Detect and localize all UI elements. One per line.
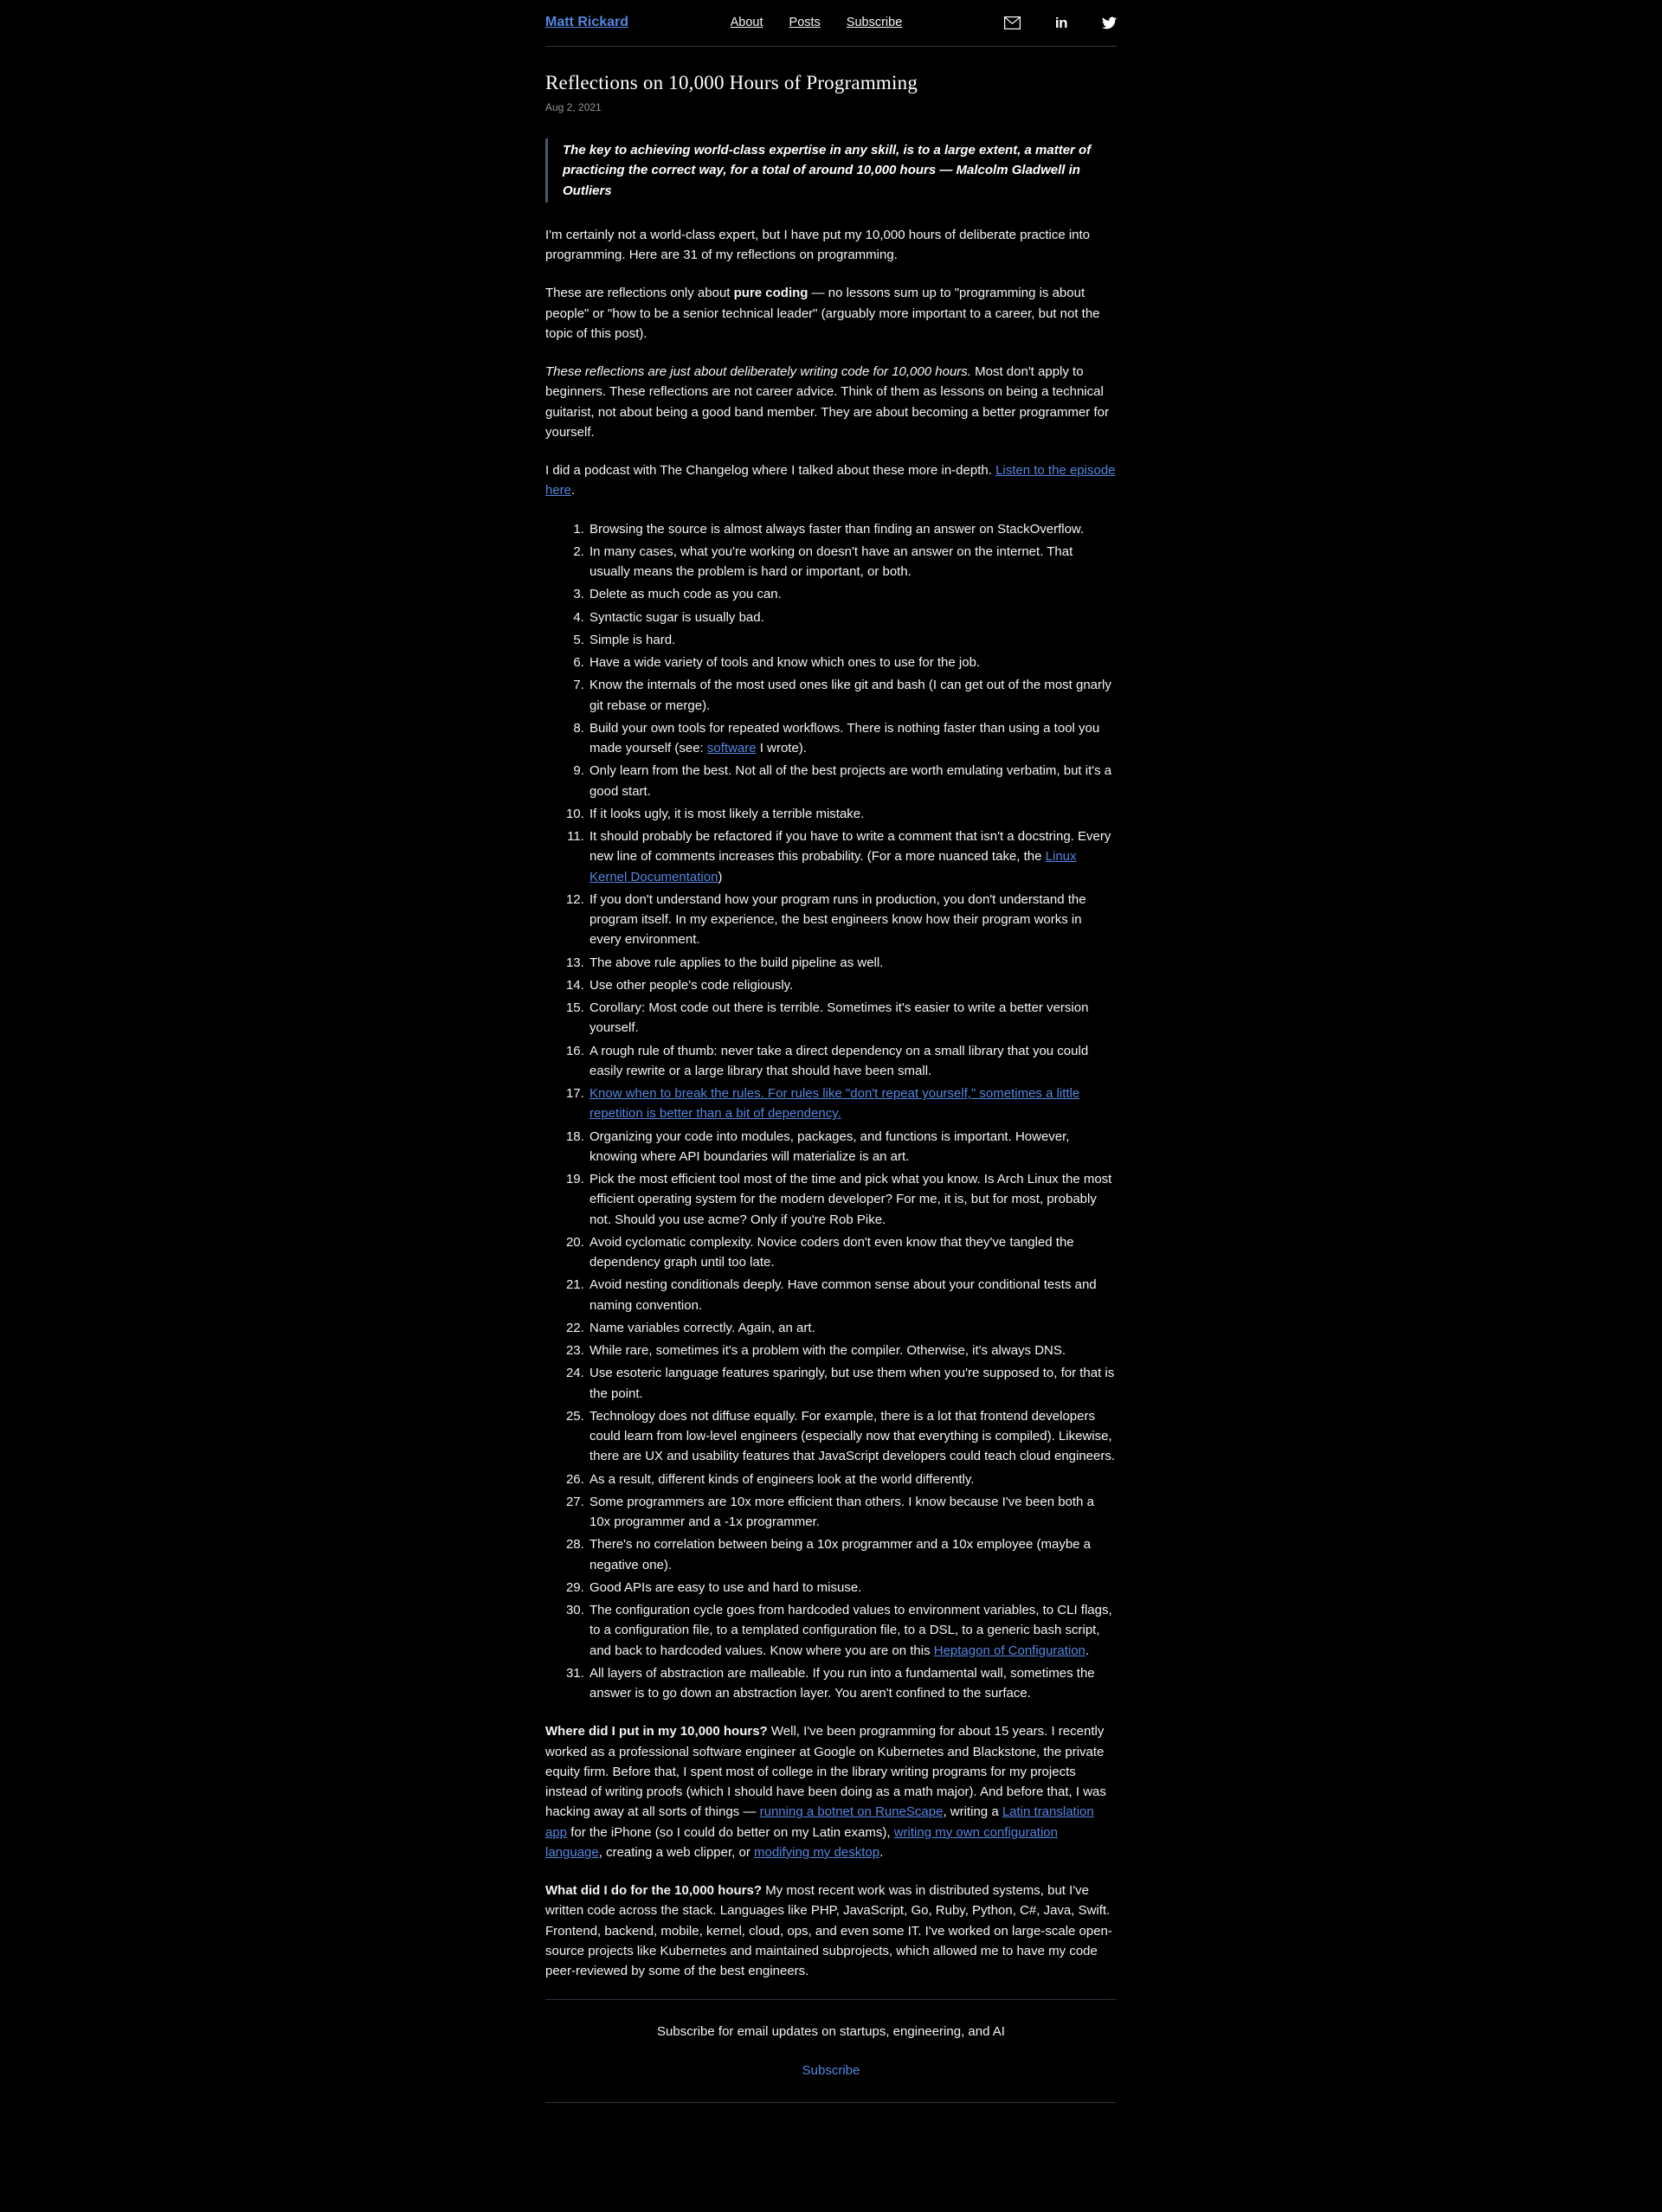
list-item [588, 1232, 1117, 1273]
text-run: Have a wide variety of tools and know which ones to use for the job. [589, 655, 981, 671]
list-item [588, 1492, 1117, 1533]
site-header [545, 12, 1117, 34]
list-item [588, 1275, 1117, 1315]
list-item [588, 804, 1117, 824]
bold-text: What did I do for the 10,000 hours? [545, 1883, 763, 1899]
text-run: , creating a web clipper, or [598, 1844, 754, 1860]
text-run: Know the internals of the most used ones like git and bash (I can get out of the most gnarly git rebase or merge). [589, 678, 1111, 713]
text-run: The configuration cycle goes from hardcoded values to environment variables, to CLI flags, to a configuration file, to a templated configuration file, to a DSL, to a generic bash script, and back to hardcoded values. Know where you are on this [589, 1603, 1112, 1658]
text-run: My most recent work was in distributed systems, but I've written code across the stack. Languages like PHP, JavaScript, Go, Ruby, Python, C#, Java, Swift. Frontend, backend, mobile, kernel, cloud, ops, and even some IT. I've worked on large-scale open-source projects like Kubernetes and maintained subprojects, which allowed me to have my code peer-reviewed by some of the best engineers. [545, 1883, 1112, 1979]
inline-link[interactable]: Know when to break the rules. For rules like "don't repeat yourself," sometimes a little repetition is better than a bit of dependency. [589, 1086, 1080, 1122]
list-item [588, 1534, 1117, 1575]
inline-link[interactable]: running a botnet on RuneScape [759, 1804, 944, 1820]
subscribe-link[interactable]: Subscribe [802, 2062, 860, 2078]
footer-divider-top [545, 1999, 1117, 2000]
text-run: Pick the most efficient tool most of the time and pick what you know. Is Arch Linux the most efficient operating system for the modern developer? For me, it is, but for most, probably not. Should you use acme? Only if you're Rob Pike. [589, 1172, 1112, 1227]
list-item [588, 1469, 1117, 1489]
list-item [588, 630, 1117, 650]
text-run: While rare, sometimes it's a problem with the compiler. Otherwise, it's always DNS. [589, 1343, 1066, 1359]
list-item [588, 718, 1117, 759]
text-run: If you don't understand how your program runs in production, you don't understand the program itself. In my experience, the best engineers know how their program works in every environment. [589, 891, 1086, 948]
text-run: A rough rule of thumb: never take a direct dependency on a small library that you could easily rewrite or a large library that should have been small. [589, 1043, 1089, 1078]
email-icon[interactable] [1004, 16, 1021, 29]
list-item [588, 953, 1117, 973]
list-item [588, 1406, 1117, 1467]
text-run: . [879, 1844, 884, 1860]
list-item [588, 1341, 1117, 1360]
text-run: Only learn from the best. Not all of the best projects are worth emulating verbatim, but it's a good start. [589, 763, 1112, 799]
list-item [588, 1663, 1117, 1704]
text-run: Simple is hard. [589, 632, 676, 647]
text-run: Build your own tools for repeated workflows. There is nothing faster than using a tool you made yourself (see: [589, 720, 1100, 756]
bold-text: pure coding [733, 286, 808, 301]
text-run: , writing a [943, 1804, 1002, 1820]
paragraph [545, 225, 1117, 266]
paragraph [545, 1721, 1117, 1862]
list-item [588, 826, 1117, 887]
list-item [588, 653, 1117, 672]
text-run: . [1085, 1643, 1090, 1658]
list-item [588, 975, 1117, 995]
subscribe-blurb: Subscribe for email updates on startups, engineering, and AI [657, 2024, 1005, 2040]
text-run: Browsing the source is almost always faster than finding an answer on StackOverflow. [589, 521, 1085, 537]
subscribe-row [545, 2061, 1117, 2080]
text-run: Corollary: Most code out there is terrible. Sometimes it's easier to write a better version yourself. [589, 1000, 1089, 1036]
text-run: I wrote). [756, 741, 807, 756]
text-run: Delete as much code as you can. [589, 587, 782, 602]
list-item [588, 542, 1117, 582]
paragraph [545, 362, 1117, 442]
paragraph [545, 460, 1117, 501]
list-item [588, 1127, 1117, 1167]
text-run: for the iPhone (so I could do better on my Latin exams), [567, 1824, 894, 1840]
text-run: Well, I've been programming for about 15 years. I recently worked as a professional software engineer at Google on Kubernetes and Blackstone, the private equity firm. Before that, I spent most of college in the library writing programs for my projects instead of writing proofs (which I should have been doing as a math major). And before that, I was hacking away at all sorts of things — [545, 1724, 1106, 1820]
text-run: All layers of abstraction are malleable. If you run into a fundamental wall, sometimes the answer is to go down an abstraction layer. You aren't confined to the surface. [589, 1665, 1095, 1701]
list-item [588, 1363, 1117, 1404]
text-run: Organizing your code into modules, packages, and functions is important. However, knowing where API boundaries will materialize is an art. [589, 1129, 1070, 1164]
text-run: ) [718, 869, 723, 884]
paragraph [545, 283, 1117, 344]
inline-link[interactable]: writing my own configuration language [545, 1824, 1058, 1860]
list-item [588, 608, 1117, 627]
list-item [588, 761, 1117, 801]
linkedin-icon[interactable]: in [1054, 14, 1067, 31]
text-run: . [571, 483, 576, 498]
list-item [588, 1600, 1117, 1661]
text-run: Avoid cyclomatic complexity. Novice coders don't even know that they've tangled the dependency graph until too late. [589, 1234, 1074, 1270]
nav-item-subscribe[interactable]: Subscribe [846, 16, 903, 30]
text-run: — no lessons sum up to "programming is about people" or "how to be a senior technical leader" (arguably more important to a career, but not the topic of this post). [545, 286, 1100, 341]
bold-text: Where did I put in my 10,000 hours? [545, 1724, 768, 1739]
site-footer [545, 1999, 1117, 2111]
list-item [588, 675, 1117, 716]
page-title: Reflections on 10,000 Hours of Programming [545, 71, 918, 93]
list-item [588, 1083, 1117, 1124]
list-item [588, 584, 1117, 604]
text-run: These are reflections only about [545, 286, 734, 301]
page-container [545, 0, 1117, 2111]
reflections-list [545, 519, 1117, 1704]
text-run: Name variables correctly. Again, an art. [589, 1320, 815, 1335]
social-icons [1004, 16, 1117, 30]
nav-item-posts[interactable]: Posts [789, 16, 821, 30]
text-run: I'm certainly not a world-class expert, but I have put my 10,000 hours of deliberate practice into programming. Here are 31 of my reflections on programming. [545, 227, 1091, 263]
list-item [588, 998, 1117, 1038]
text-run: As a result, different kinds of engineers look at the world differently. [589, 1471, 975, 1487]
paragraph [545, 1881, 1117, 1981]
footer-divider-bottom [545, 2102, 1117, 2103]
text-run: Technology does not diffuse equally. For example, there is a lot that frontend developers could learn from low-level engineers (especially now that everything is compiled). Likewise, there are UX and usability features that JavaScript developers could teach cloud engineers. [589, 1408, 1116, 1464]
text-run: The above rule applies to the build pipeline as well. [589, 955, 884, 970]
list-item [588, 1169, 1117, 1230]
inline-link[interactable]: Listen to the episode here [545, 463, 1116, 498]
text-run: In many cases, what you're working on doesn't have an answer on the internet. That usually means the problem is hard or important, or both. [589, 543, 1073, 580]
brand-link[interactable]: Matt Rickard [545, 15, 629, 29]
text-run: I did a podcast with The Changelog where I talked about these more in-depth. [545, 463, 996, 479]
article [545, 68, 1117, 1981]
italic-text: These reflections are just about deliberately writing code for 10,000 hours. [545, 364, 971, 380]
text-run: Most don't apply to beginners. These reflections are not career advice. Think of them as lessons on being a technical guitarist, not about being a good band member. They are about becoming a better programmer for yourself. [545, 364, 1109, 440]
main-nav [731, 13, 903, 32]
text-run: If it looks ugly, it is most likely a terrible mistake. [589, 806, 865, 821]
inline-link[interactable]: modifying my desktop [754, 1844, 880, 1860]
header-divider [545, 46, 1117, 47]
text-run: Use esoteric language features sparingly, but use them when you're supposed to, for that is the point. [589, 1366, 1115, 1401]
nav-item-about[interactable]: About [730, 16, 763, 30]
text-run: Some programmers are 10x more efficient than others. I know because I've been both a 10x programmer and a -1x programmer. [589, 1494, 1094, 1530]
twitter-icon[interactable] [1102, 16, 1117, 30]
text-run: It should probably be refactored if you have to write a comment that isn't a docstring. Every new line of comments increases this probability. (For a more nuanced take, the [589, 829, 1111, 865]
text-run: Avoid nesting conditionals deeply. Have common sense about your conditional tests and naming convention. [589, 1277, 1097, 1313]
list-item [588, 1041, 1117, 1082]
text-run: There's no correlation between being a 10x programmer and a 10x employee (maybe a negative one). [589, 1537, 1092, 1572]
inline-link[interactable]: Linux Kernel Documentation [589, 849, 1077, 884]
text-run: Use other people's code religiously. [589, 977, 794, 993]
list-item [588, 890, 1117, 950]
article-body [545, 225, 1117, 1982]
inline-link[interactable]: software [706, 741, 757, 756]
list-item [588, 1318, 1117, 1338]
text-run: Good APIs are easy to use and hard to misuse. [589, 1579, 862, 1595]
post-date: Aug 2, 2021 [545, 101, 602, 114]
list-item [588, 1578, 1117, 1598]
inline-link[interactable]: Latin translation app [545, 1804, 1094, 1840]
text-run: Syntactic sugar is usually bad. [589, 609, 764, 625]
pull-quote: The key to achieving world-class expertise in any skill, is to a large extent, a matter of practicing the correct way, for a total of around 10,000 hours — Malcolm Gladwell in Outliers [545, 138, 1117, 203]
list-item [588, 519, 1117, 539]
inline-link[interactable]: Heptagon of Configuration [933, 1643, 1085, 1658]
